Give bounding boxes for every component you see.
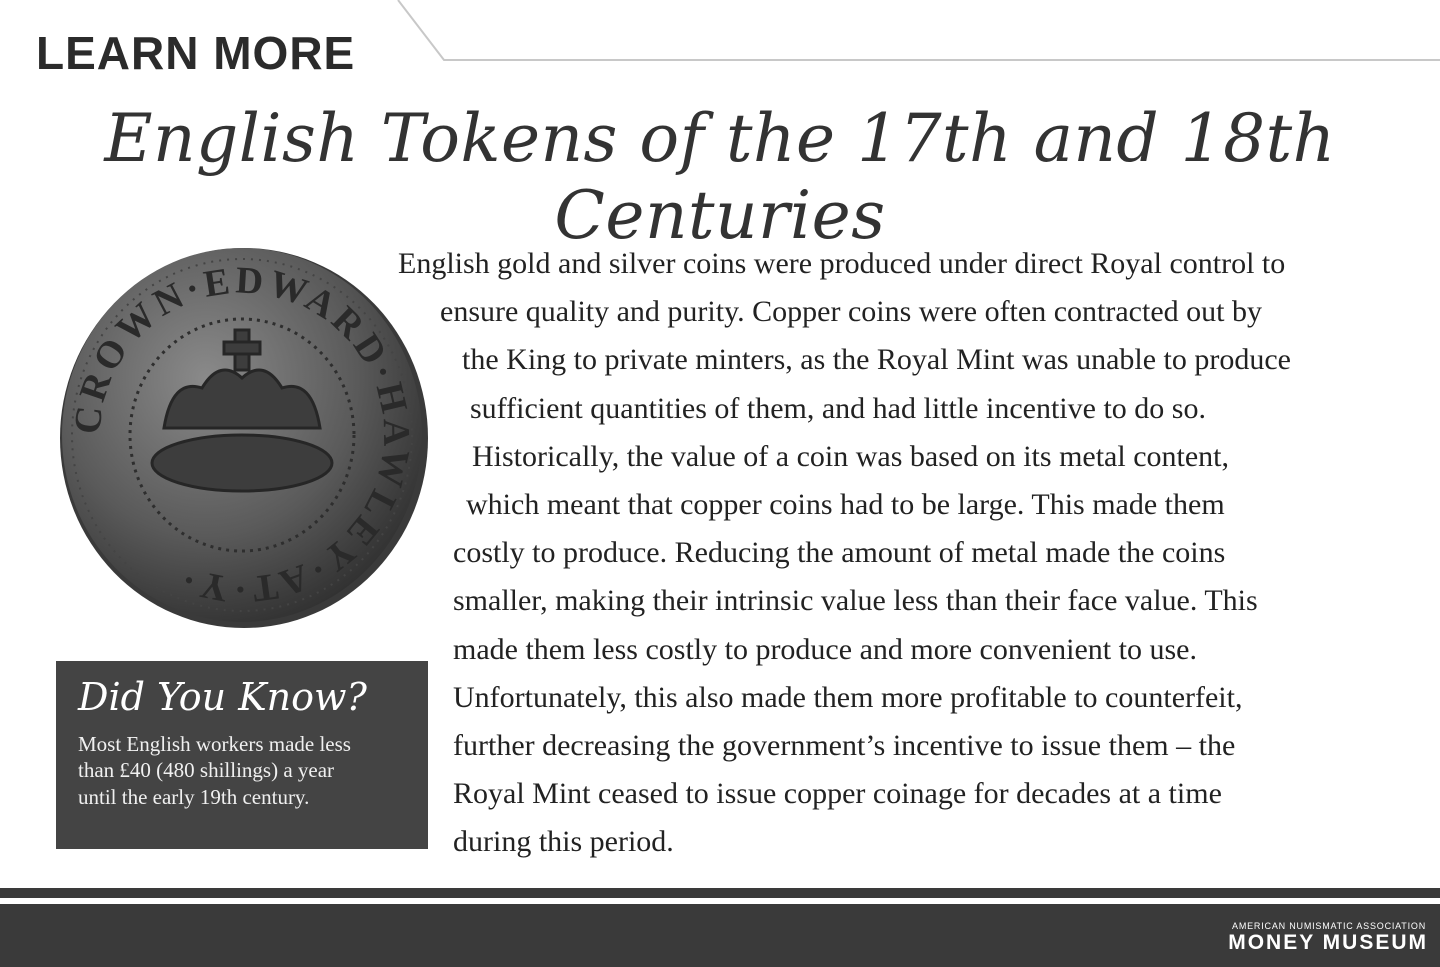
body-line: during this period. <box>453 825 674 859</box>
body-line: sufficient quantities of them, and had little incentive to do so. <box>470 391 1206 425</box>
footer-org-name: AMERICAN NUMISMATIC ASSOCIATION <box>1232 921 1426 931</box>
body-line: Royal Mint ceased to issue copper coinage for decades at a time <box>453 777 1222 811</box>
learn-more-label: LEARN MORE <box>36 27 356 79</box>
body-line: the King to private minters, as the Royal Mint was unable to produce <box>462 343 1291 377</box>
did-you-know-text <box>78 731 406 812</box>
did-you-know-box <box>56 661 428 849</box>
body-line: Historically, the value of a coin was based on its metal content, <box>472 439 1230 473</box>
body-line: English gold and silver coins were produced under direct Royal control to <box>398 247 1286 280</box>
body-line: Unfortunately, this also made them more profitable to counterfeit, <box>453 680 1243 714</box>
footer-museum-logo: MONEY MUSEUM <box>1228 931 1428 954</box>
body-text <box>380 240 1400 866</box>
body-line: costly to produce. Reducing the amount of metal made the coins <box>453 536 1226 570</box>
body-line: ensure quality and purity. Copper coins were often contracted out by <box>440 295 1262 329</box>
footer-stripe <box>0 888 1440 898</box>
coin-image <box>52 238 432 632</box>
body-line: which meant that copper coins had to be large. This made them <box>466 487 1225 521</box>
body-line: further decreasing the government’s incentive to issue them – the <box>453 728 1236 762</box>
body-line: smaller, making their intrinsic value less than their face value. This <box>453 584 1258 618</box>
did-you-know-line: than £40 (480 shillings) a year <box>78 758 335 783</box>
did-you-know-title: Did You Know? <box>78 675 367 719</box>
did-you-know-line: until the early 19th century. <box>78 785 310 810</box>
coin-inscription: CROWN·EDWARD·HAWLEY·AT·Y· <box>66 259 418 611</box>
page-title: English Tokens of the 17th and 18th Centuries <box>104 100 1336 254</box>
did-you-know-line: Most English workers made less <box>78 731 351 756</box>
footer-bar <box>0 904 1440 967</box>
body-line: made them less costly to produce and more convenient to use. <box>453 632 1197 666</box>
